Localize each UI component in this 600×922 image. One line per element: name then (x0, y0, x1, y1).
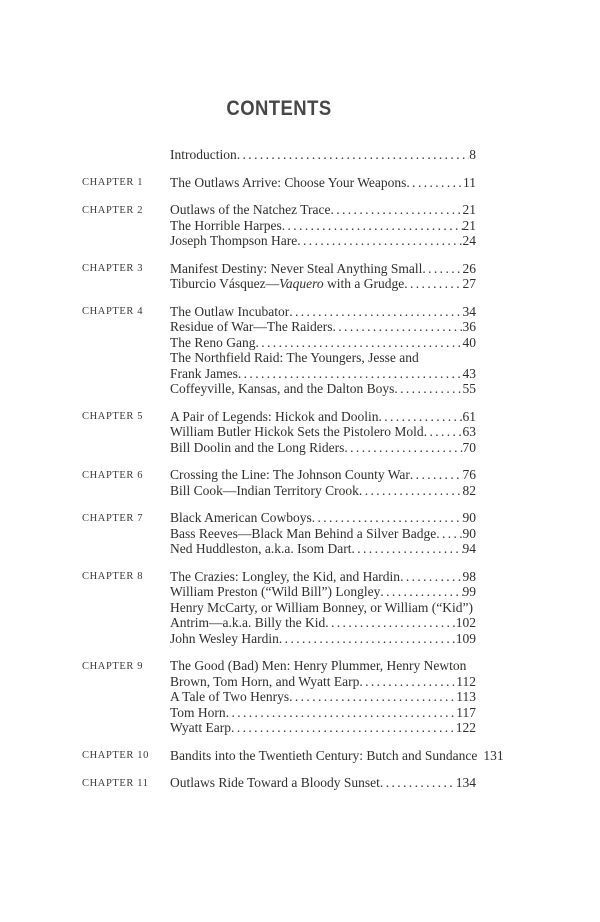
chapter-label: CHAPTER 9 (82, 660, 144, 672)
toc-entry (170, 775, 476, 791)
toc-entry (170, 440, 476, 456)
entry-title (170, 381, 394, 397)
chapter-rows (170, 775, 476, 791)
page-number: 61 (462, 408, 476, 424)
entry-title (170, 483, 359, 499)
chapter-label: CHAPTER 10 (82, 750, 149, 761)
entry-title-text: The Crazies: Longley, the Kid, and Hardin (170, 568, 401, 584)
chapter-rows (170, 510, 476, 557)
entry-title (170, 720, 231, 736)
dot-leader (330, 202, 462, 218)
entry-title-text: The Northfield Raid: The Youngers, Jesse and (170, 350, 419, 365)
toc-section (82, 261, 476, 292)
entry-title-text: William Preston (“Wild Bill”) Longley (170, 584, 381, 599)
chapter-rows (170, 175, 476, 191)
entry-title-text: Frank James (170, 365, 238, 381)
entry-title-text: John Wesley Hardin (170, 630, 279, 646)
toc-entry (170, 147, 476, 163)
page-number: 134 (455, 775, 476, 790)
chapter-rows (170, 569, 476, 647)
dot-leader (289, 689, 456, 705)
toc-entry (170, 658, 476, 674)
dot-leader (255, 335, 462, 351)
toc-entry (170, 218, 476, 234)
entry-title (170, 147, 237, 163)
toc-section (82, 409, 476, 456)
page-number: 40 (462, 334, 476, 350)
entry-title (170, 233, 297, 249)
dot-leader (359, 674, 456, 690)
toc-entry (170, 276, 476, 292)
toc-entry (170, 541, 476, 557)
dot-leader (238, 366, 463, 382)
chapter-label: CHAPTER 5 (82, 411, 144, 422)
toc-entry (170, 381, 476, 397)
chapter-rows (170, 409, 476, 456)
entry-title-text: The Horrible Harpes (170, 217, 282, 233)
entry-title (170, 261, 422, 277)
dot-leader (400, 569, 462, 585)
chapter-label: CHAPTER 8 (82, 571, 144, 582)
page-number: 113 (456, 689, 476, 704)
page-number: 27 (462, 276, 476, 291)
entry-title (170, 584, 380, 600)
toc-entry (170, 424, 476, 440)
entry-title (170, 631, 279, 647)
toc-entry (170, 261, 476, 277)
toc-entry (170, 747, 504, 764)
page-number: 8 (469, 147, 476, 162)
page-number: 70 (462, 439, 476, 455)
page-number: 98 (462, 568, 476, 584)
page-number: 55 (462, 381, 476, 396)
dot-leader (394, 381, 462, 397)
entry-title-text: Henry McCarty, or William Bonney, or William (“Kid”) (170, 599, 473, 615)
toc-section (82, 202, 476, 249)
entry-title-text: Wyatt Earp (170, 720, 232, 735)
toc-entry (170, 233, 476, 249)
entry-title (170, 175, 406, 191)
toc-section (82, 175, 476, 191)
toc-entry (170, 366, 476, 382)
entry-title-text: Bass Reeves—Black Man Behind a Silver Badge (170, 525, 437, 541)
page-number: 122 (455, 720, 476, 735)
toc-section (82, 467, 476, 498)
entry-title (170, 510, 312, 526)
page-number: 21 (462, 202, 476, 217)
toc-entry (170, 335, 476, 351)
dot-leader (351, 541, 462, 557)
dot-leader (422, 261, 462, 277)
dot-leader (359, 483, 463, 499)
dot-leader (380, 775, 456, 791)
chapter-rows (170, 467, 476, 498)
toc-section (82, 304, 476, 397)
entry-title-text: Crossing the Line: The Johnson County War (170, 467, 410, 482)
entry-title-text: A Pair of Legends: Hickok and Doolin (170, 408, 379, 424)
entry-title (170, 748, 477, 764)
entry-title-text: The Outlaw Incubator (170, 303, 290, 319)
page-number: 43 (462, 365, 476, 381)
dot-leader (282, 218, 463, 234)
chapter-label: CHAPTER 7 (82, 512, 144, 524)
entry-title (170, 775, 380, 791)
entry-title-text: Black American Cowboys (170, 510, 312, 525)
toc-entry (170, 600, 476, 616)
toc-entry (170, 483, 476, 499)
dot-leader (279, 631, 456, 647)
page-number: 11 (463, 174, 476, 190)
page-number: 90 (462, 510, 476, 525)
entry-title-text: Bill Doolin and the Long Riders (170, 439, 345, 455)
entry-title (170, 674, 359, 690)
toc-entry (170, 526, 476, 542)
entry-title-italic: Vaquero (279, 276, 324, 291)
toc-section (82, 775, 476, 791)
dot-leader (231, 720, 456, 736)
chapter-label (82, 147, 170, 163)
chapter-label: CHAPTER 4 (82, 306, 144, 317)
toc-entry (170, 705, 476, 721)
toc-entry (170, 202, 476, 218)
toc-entry (170, 350, 476, 366)
page-number: 26 (462, 260, 476, 276)
toc-entry (170, 569, 476, 585)
dot-leader (289, 304, 462, 320)
dot-leader (226, 705, 457, 721)
page-number: 36 (462, 319, 476, 334)
toc-section (82, 747, 504, 764)
page-number: 34 (462, 303, 476, 319)
dot-leader (237, 147, 470, 163)
page-number: 82 (462, 482, 476, 498)
entry-title (170, 467, 410, 483)
page-number: 24 (462, 233, 476, 248)
toc-section (82, 510, 476, 557)
toc-entry (170, 467, 476, 483)
dot-leader (333, 319, 463, 335)
entry-title (170, 202, 330, 218)
toc-entry (170, 304, 476, 320)
entry-title-text: Bill Cook—Indian Territory Crook (170, 482, 359, 498)
entry-title-text: William Butler Hickok Sets the Pistolero Mold (170, 424, 424, 439)
page-number: 112 (456, 673, 476, 689)
toc-entry (170, 409, 476, 425)
chapter-rows (170, 658, 476, 736)
toc-entry (170, 674, 476, 690)
page-title: CONTENTS (226, 97, 332, 120)
entry-title-text: The Good (Bad) Men: Henry Plummer, Henry Newton (170, 658, 467, 673)
entry-title (170, 218, 282, 234)
entry-title-text: A Tale of Two Henrys (170, 689, 290, 704)
toc-entry (170, 319, 476, 335)
toc-entry (170, 510, 476, 526)
dot-leader (344, 440, 462, 456)
dot-leader (410, 467, 463, 483)
entry-title (170, 424, 424, 440)
entry-title-text: Tom Horn (170, 704, 226, 720)
table-of-contents (82, 147, 504, 803)
entry-title (170, 569, 400, 585)
entry-title (170, 658, 466, 674)
dot-leader (297, 233, 462, 249)
entry-title (170, 335, 255, 351)
toc-entry (170, 175, 476, 191)
entry-title (170, 366, 238, 382)
entry-title-text: Brown, Tom Horn, and Wyatt Earp (170, 673, 360, 689)
entry-title-text: Coffeyville, Kansas, and the Dalton Boys (170, 381, 395, 396)
entry-title (170, 541, 351, 557)
entry-title (170, 600, 473, 616)
entry-title (170, 409, 378, 425)
entry-title-text: Bandits into the Twentieth Century: Butch and Sundance (170, 747, 478, 763)
entry-title-text: Outlaws of the Natchez Trace (170, 202, 331, 217)
entry-title (170, 350, 419, 366)
chapter-rows (170, 747, 504, 764)
page-number: 76 (462, 467, 476, 482)
dot-leader (424, 424, 463, 440)
toc-entry (170, 720, 476, 736)
dot-leader (380, 584, 462, 600)
entry-title (170, 440, 344, 456)
entry-title-text: Tiburcio Vásquez— (170, 276, 280, 291)
entry-title-text: Antrim—a.k.a. Billy the Kid (170, 615, 326, 630)
chapter-label: CHAPTER 3 (82, 263, 144, 274)
page-number: 109 (455, 630, 476, 646)
page-number: 94 (462, 541, 476, 556)
dot-leader (312, 510, 463, 526)
entry-title-text: The Outlaws Arrive: Choose Your Weapons (170, 174, 407, 190)
page-number: 117 (456, 704, 476, 720)
page-number: 99 (462, 584, 476, 599)
chapter-rows (170, 147, 476, 163)
dot-leader (406, 175, 463, 191)
entry-title (170, 615, 325, 631)
toc-entry (170, 631, 476, 647)
chapter-label: CHAPTER 11 (82, 777, 149, 789)
toc-section (82, 147, 476, 163)
entry-title-text: with a Grudge (323, 276, 405, 291)
entry-title-text: Ned Huddleston, a.k.a. Isom Dart (170, 541, 352, 556)
chapter-label: CHAPTER 1 (82, 177, 144, 188)
chapter-label: CHAPTER 6 (82, 469, 144, 481)
toc-entry (170, 584, 476, 600)
entry-title (170, 526, 436, 542)
dot-leader (436, 526, 462, 542)
toc-entry (170, 615, 476, 631)
chapter-rows (170, 304, 476, 397)
page-number: 90 (462, 525, 476, 541)
entry-title-text: Residue of War—The Raiders (170, 319, 333, 334)
entry-title (170, 276, 404, 292)
dot-leader (378, 409, 462, 425)
dot-leader (325, 615, 456, 631)
entry-title-text: Joseph Thompson Hare (170, 233, 298, 248)
page-number: 131 (483, 747, 504, 763)
page-number: 102 (455, 615, 476, 630)
page-number: 63 (462, 424, 476, 439)
entry-title (170, 319, 333, 335)
dot-leader (404, 276, 462, 292)
entry-title-text: Outlaws Ride Toward a Bloody Sunset (170, 775, 380, 790)
chapter-label: CHAPTER 2 (82, 204, 144, 216)
toc-section (82, 658, 476, 736)
toc-entry (170, 689, 476, 705)
page-number: 21 (462, 217, 476, 233)
chapter-rows (170, 261, 476, 292)
toc-section (82, 569, 476, 647)
chapter-rows (170, 202, 476, 249)
entry-title-text: Manifest Destiny: Never Steal Anything Small (170, 260, 423, 276)
entry-title (170, 689, 289, 705)
entry-title-text: The Reno Gang (170, 334, 256, 350)
entry-title-text: Introduction (170, 147, 237, 162)
entry-title (170, 705, 226, 721)
entry-title (170, 304, 289, 320)
